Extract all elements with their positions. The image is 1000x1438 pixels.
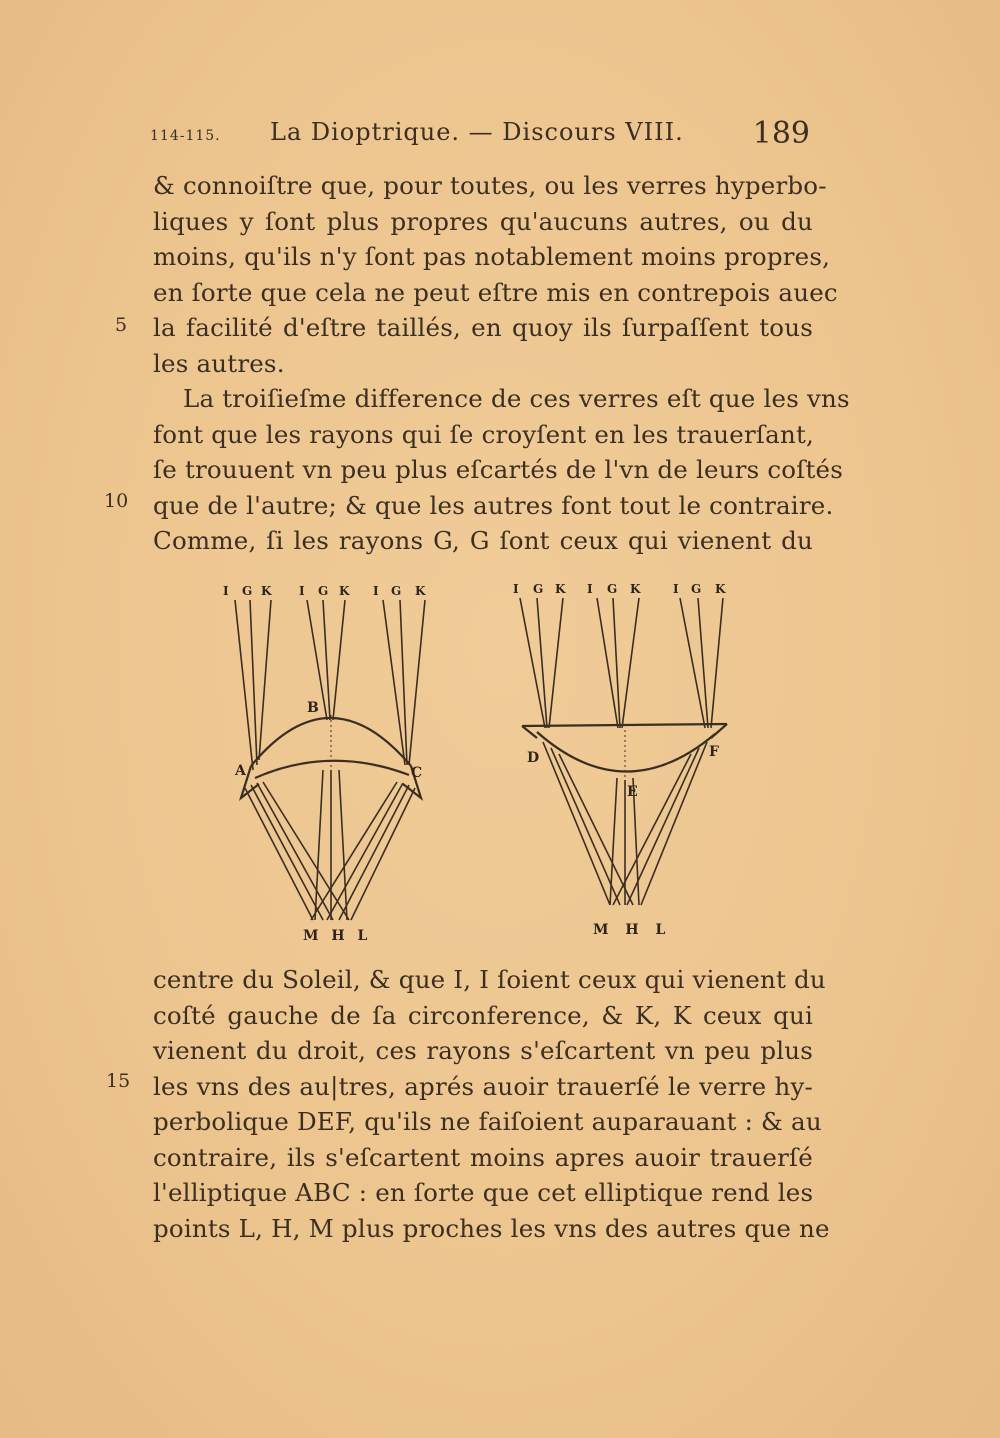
- text-line: en ſorte que cela ne peut eſtre mis en contrepois auec: [153, 277, 838, 307]
- label-g: G: [607, 582, 618, 596]
- label-i: I: [373, 584, 379, 598]
- header-title: La Dioptrique. — Discours VIII.: [270, 118, 684, 146]
- point-c-label: C: [411, 765, 423, 781]
- text-line: La troiſieſme difference de ces verres eſt que les vns: [183, 384, 850, 413]
- text-line: perbolique DEF, qu'ils ne faiſoient auparauant : & au: [153, 1107, 822, 1136]
- line-number: 15: [106, 1070, 131, 1092]
- line-number: 5: [115, 314, 128, 336]
- text-line: la facilité d'eſtre taillés, en quoy ils ſurpaſſent tous: [153, 313, 813, 342]
- text-line: que de l'autre; & que les autres font tout le contraire.: [153, 490, 834, 520]
- hyperbolic-lens-diagram: [513, 582, 727, 938]
- lens-diagram: [215, 570, 745, 950]
- label-k: K: [261, 584, 272, 598]
- text-line: coſté gauche de ſa circonference, & K, K ceux qui: [153, 1000, 813, 1030]
- label-g: G: [242, 584, 253, 598]
- label-i: I: [513, 582, 519, 596]
- text-line: ſe trouuent vn peu plus eſcartés de l'vn de leurs coſtés: [153, 455, 844, 484]
- text-line: centre du Soleil, & que I, I ſoient ceux qui vienent du: [153, 965, 826, 994]
- text-line: contraire, ils s'eſcartent moins apres auoir trauerſé: [153, 1142, 813, 1172]
- text-block-top: [153, 168, 850, 559]
- elliptic-lens-diagram: [223, 584, 426, 944]
- label-g: G: [533, 582, 544, 596]
- point-e-label: E: [627, 784, 638, 800]
- label-i: I: [587, 582, 593, 596]
- text-line: vienent du droit, ces rayons s'eſcartent vn peu plus: [153, 1036, 813, 1065]
- running-header: [150, 118, 810, 158]
- label-k: K: [630, 582, 641, 596]
- label-g: G: [691, 582, 702, 596]
- point-a-label: A: [235, 763, 246, 779]
- label-g: G: [318, 584, 329, 598]
- text-line: les autres.: [153, 348, 285, 378]
- text-block-bottom: [153, 962, 830, 1246]
- label-k: K: [715, 582, 726, 596]
- lens-diagram-figure: [215, 570, 745, 950]
- page-number: 189: [752, 116, 810, 151]
- text-line: Comme, ſi les rayons G, G ſont ceux qui vienent du: [153, 526, 813, 555]
- label-i: I: [673, 582, 679, 596]
- text-line: moins, qu'ils n'y ſont pas notablement moins propres,: [153, 242, 831, 271]
- label-k: K: [415, 584, 426, 598]
- label-i: I: [299, 584, 305, 598]
- label-k: K: [555, 582, 566, 596]
- point-b-label: B: [307, 700, 319, 716]
- label-i: I: [223, 584, 229, 598]
- focus-points-label: M H L: [593, 922, 672, 938]
- text-line: liques y ſont plus propres qu'aucuns autres, ou du: [153, 206, 813, 236]
- text-line: l'elliptique ABC : en ſorte que cet elliptique rend les: [153, 1178, 814, 1207]
- point-d-label: D: [527, 750, 540, 766]
- text-line: les vns des au|tres, aprés auoir trauerſé le verre hy-: [153, 1071, 813, 1101]
- label-g: G: [391, 584, 402, 598]
- text-line: points L, H, M plus proches les vns des autres que ne: [153, 1213, 830, 1243]
- text-line: & connoiſtre que, pour toutes, ou les verres hyperbo-: [153, 171, 827, 200]
- focus-points-label: M H L: [303, 928, 372, 944]
- text-line: font que les rayons qui ſe croyſent en les trauerſant,: [153, 419, 814, 449]
- header-page-range: 114-115.: [150, 128, 221, 144]
- point-f-label: F: [709, 744, 719, 760]
- line-number: 10: [104, 490, 129, 512]
- label-k: K: [339, 584, 350, 598]
